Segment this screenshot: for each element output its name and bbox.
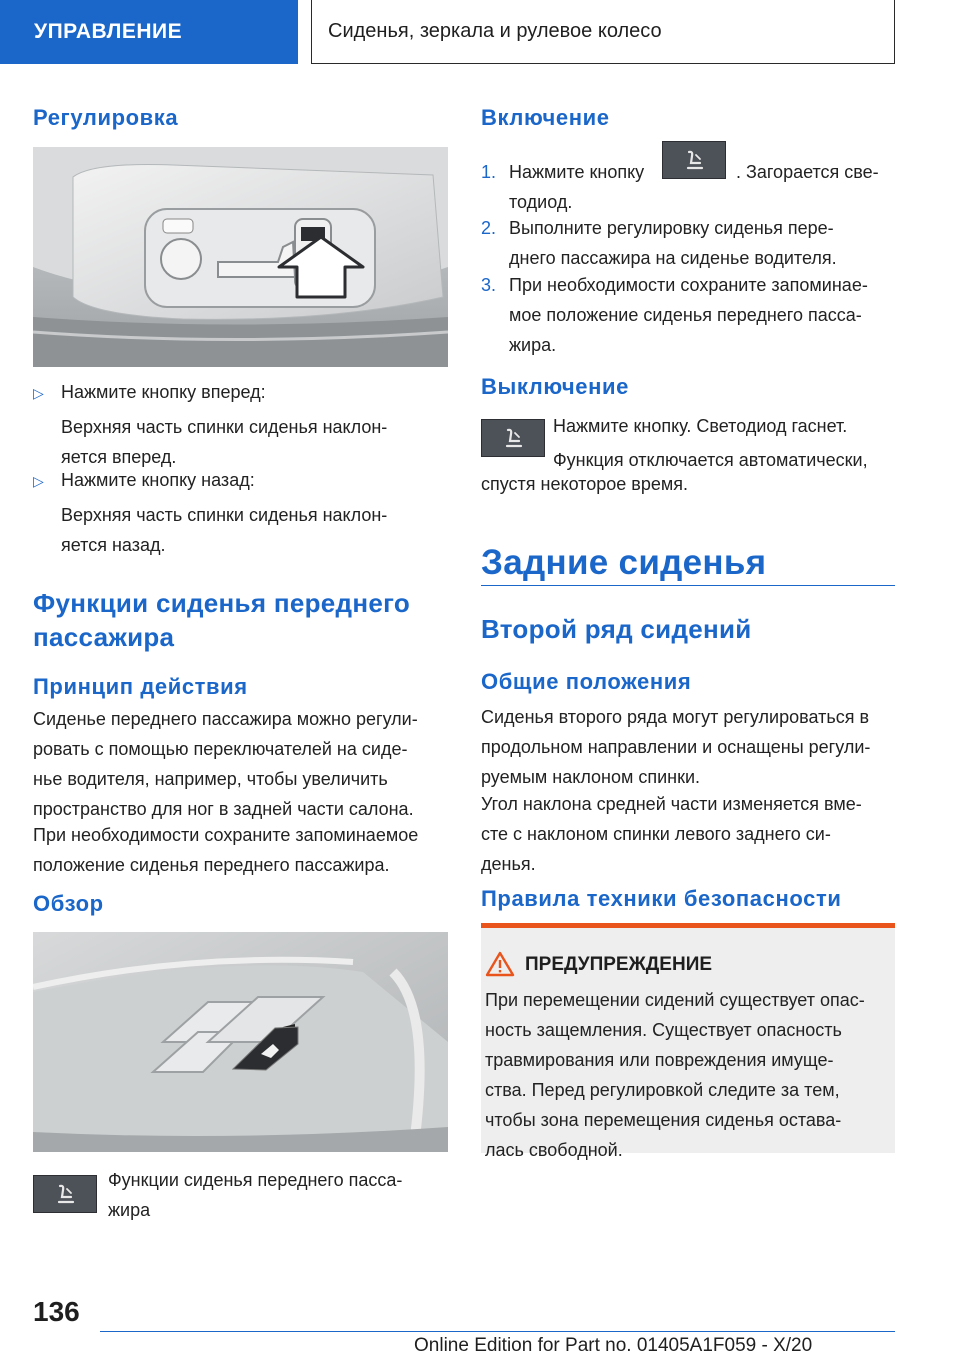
header-section-tab <box>0 0 298 64</box>
warning-title: ПРЕДУПРЕЖДЕНИЕ <box>525 954 713 975</box>
principle-heading: Принцип действия <box>33 674 248 699</box>
door-panel-illustration <box>33 932 448 1152</box>
general-heading: Общие положения <box>481 669 692 694</box>
principle-text: Сиденье переднего пассажира можно регули- ровать с помощью переключателей на сиде- нье водителя, например, чтобы увеличить пространство для ног в задней части салона. <box>33 709 418 819</box>
warning-text: При перемещении сидений существует опас- ность защемления. Существует опасность травмирования или повреждения имуще- ства. Перед регулировкой следите за тем, чтобы зона перемещения сиденья остава- лась свободной. <box>485 990 865 1160</box>
page-number: 136 <box>33 1296 80 1327</box>
seat-switch-illustration <box>33 147 448 367</box>
second-row-heading: Второй ряд сидений <box>481 614 752 644</box>
off-text-1: Нажмите кнопку. Светодиод гаснет. Функция отключается автоматически, <box>553 416 868 470</box>
bullet-triangle-icon: ▷ <box>33 385 44 401</box>
safety-heading: Правила техники безопасности <box>481 886 842 911</box>
functions-heading: Функции сиденья переднего пассажира <box>33 588 411 652</box>
on-heading: Включение <box>481 105 610 130</box>
icon-caption: Функции сиденья переднего пасса- жира <box>108 1170 403 1220</box>
off-heading: Выключение <box>481 374 629 399</box>
footer-edition: Online Edition for Part no. 01405A1F059 - X/20 <box>414 1335 813 1356</box>
seat-function-off-button-icon <box>481 419 545 457</box>
memory-text: При необходимости сохраните запоминаемое положение сиденья переднего пассажира. <box>33 825 419 875</box>
door-panel-photo <box>33 932 448 1152</box>
passenger-seat-icon <box>683 150 705 170</box>
seat-function-button-icon <box>33 1175 97 1213</box>
bullet-forward: ▷ Нажмите кнопку вперед: Верхняя часть спинки сиденья наклон- яется вперед. <box>33 377 448 472</box>
header-chapter-label: Сиденья, зеркала и рулевое колесо <box>328 20 662 42</box>
header-section-label: УПРАВЛЕНИЕ <box>34 20 183 43</box>
bullet-backward: ▷ Нажмите кнопку назад: Верхняя часть спинки сиденья наклон- яется назад. <box>33 465 448 560</box>
header-chapter-box <box>311 0 895 64</box>
seat-switch-photo <box>33 147 448 367</box>
warning-triangle-icon <box>485 951 525 981</box>
passenger-seat-icon <box>54 1184 76 1204</box>
step-1: 1. Нажмите кнопку . Загорается све- тодиод. <box>481 162 879 212</box>
overview-heading: Обзор <box>33 891 104 916</box>
bullet-triangle-icon: ▷ <box>33 473 44 489</box>
seat-function-inline-button-icon <box>662 141 726 179</box>
step-3: 3. При необходимости сохраните запоминае- мое положение сиденья переднего пасса- жира. <box>481 275 868 355</box>
angle-text: Угол наклона средней части изменяется вме- сте с наклоном спинки левого заднего си- денья. <box>481 794 862 874</box>
rear-seats-heading: Задние сиденья <box>481 543 767 582</box>
heading-rule <box>481 585 895 586</box>
warning-box <box>481 923 895 1160</box>
off-text-2: спустя некоторое время. <box>481 474 688 494</box>
general-text: Сиденья второго ряда могут регулироваться в продольном направлении и оснащены регули- руемым наклоном спинки. <box>481 707 871 787</box>
footer-rule <box>100 1331 895 1332</box>
passenger-seat-icon <box>502 428 524 448</box>
adjust-heading: Регулировка <box>33 105 179 130</box>
step-2: 2. Выполните регулировку сиденья пере- днего пассажира на сиденье водителя. <box>481 218 837 268</box>
